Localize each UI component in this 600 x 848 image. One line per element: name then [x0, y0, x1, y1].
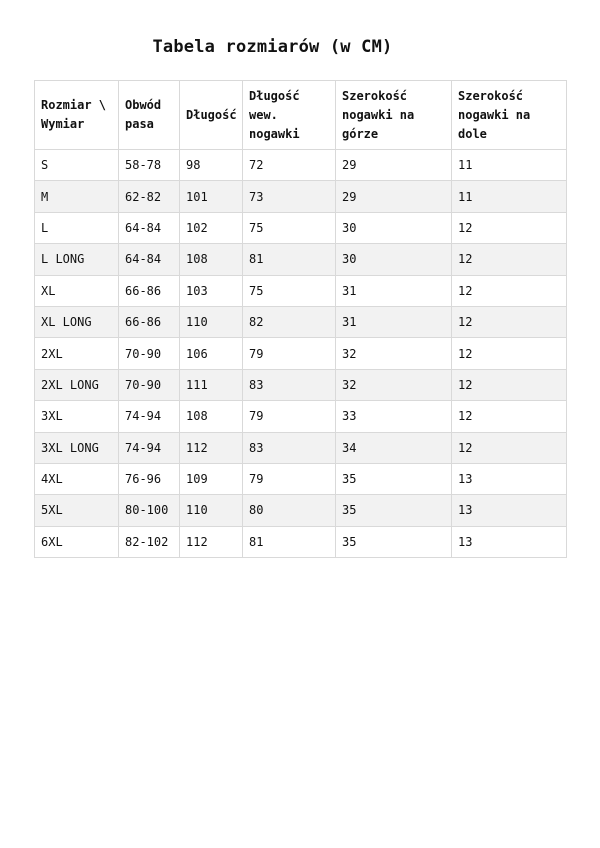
cell-inseam: 83	[243, 432, 336, 463]
header-size-dimension: Rozmiar \ Wymiar	[35, 81, 119, 150]
header-leg-width-top: Szerokość nogawki na górze	[336, 81, 452, 150]
cell-leg-width-top: 35	[336, 495, 452, 526]
cell-leg-width-bottom: 12	[452, 306, 567, 337]
cell-leg-width-top: 32	[336, 369, 452, 400]
cell-leg-width-top: 35	[336, 526, 452, 557]
cell-size: S	[35, 150, 119, 181]
table-row	[35, 275, 567, 306]
cell-leg-width-bottom: 11	[452, 181, 567, 212]
table-row	[35, 181, 567, 212]
cell-length: 108	[180, 401, 243, 432]
header-waist: Obwód pasa	[119, 81, 180, 150]
cell-waist: 76-96	[119, 463, 180, 494]
cell-waist: 80-100	[119, 495, 180, 526]
table-row	[35, 150, 567, 181]
cell-size: XL LONG	[35, 306, 119, 337]
table-row	[35, 212, 567, 243]
cell-size: 6XL	[35, 526, 119, 557]
cell-leg-width-bottom: 13	[452, 495, 567, 526]
cell-leg-width-top: 35	[336, 463, 452, 494]
cell-waist: 58-78	[119, 150, 180, 181]
cell-leg-width-top: 31	[336, 275, 452, 306]
cell-waist: 64-84	[119, 212, 180, 243]
cell-waist: 74-94	[119, 432, 180, 463]
cell-leg-width-bottom: 13	[452, 526, 567, 557]
cell-length: 110	[180, 495, 243, 526]
cell-leg-width-top: 31	[336, 306, 452, 337]
cell-inseam: 79	[243, 463, 336, 494]
cell-size: L LONG	[35, 244, 119, 275]
cell-size: 2XL LONG	[35, 369, 119, 400]
cell-length: 101	[180, 181, 243, 212]
header-length: Długość	[180, 81, 243, 150]
size-table	[34, 80, 567, 558]
cell-size: XL	[35, 275, 119, 306]
cell-length: 110	[180, 306, 243, 337]
table-row	[35, 369, 567, 400]
cell-leg-width-top: 29	[336, 181, 452, 212]
cell-leg-width-bottom: 12	[452, 275, 567, 306]
cell-leg-width-bottom: 12	[452, 369, 567, 400]
cell-size: M	[35, 181, 119, 212]
cell-inseam: 81	[243, 526, 336, 557]
cell-waist: 62-82	[119, 181, 180, 212]
cell-waist: 74-94	[119, 401, 180, 432]
table-row	[35, 338, 567, 369]
cell-inseam: 82	[243, 306, 336, 337]
cell-length: 103	[180, 275, 243, 306]
cell-leg-width-top: 33	[336, 401, 452, 432]
cell-length: 109	[180, 463, 243, 494]
cell-leg-width-top: 29	[336, 150, 452, 181]
cell-leg-width-bottom: 13	[452, 463, 567, 494]
cell-leg-width-bottom: 12	[452, 338, 567, 369]
cell-inseam: 79	[243, 401, 336, 432]
cell-waist: 70-90	[119, 338, 180, 369]
cell-waist: 66-86	[119, 275, 180, 306]
cell-inseam: 79	[243, 338, 336, 369]
cell-length: 108	[180, 244, 243, 275]
page-title: Tabela rozmiarów (w CM)	[152, 37, 393, 57]
cell-inseam: 75	[243, 212, 336, 243]
header-leg-width-bottom: Szerokość nogawki na dole	[452, 81, 567, 150]
cell-length: 98	[180, 150, 243, 181]
cell-length: 112	[180, 526, 243, 557]
table-row	[35, 306, 567, 337]
cell-size: 3XL	[35, 401, 119, 432]
cell-size: L	[35, 212, 119, 243]
cell-length: 112	[180, 432, 243, 463]
table-row	[35, 463, 567, 494]
header-inseam: Długość wew. nogawki	[243, 81, 336, 150]
cell-leg-width-bottom: 12	[452, 244, 567, 275]
cell-leg-width-top: 34	[336, 432, 452, 463]
cell-leg-width-bottom: 12	[452, 401, 567, 432]
cell-waist: 70-90	[119, 369, 180, 400]
cell-inseam: 83	[243, 369, 336, 400]
table-header-row	[35, 81, 567, 150]
cell-length: 102	[180, 212, 243, 243]
cell-size: 4XL	[35, 463, 119, 494]
table-row	[35, 495, 567, 526]
cell-waist: 66-86	[119, 306, 180, 337]
cell-inseam: 75	[243, 275, 336, 306]
cell-leg-width-top: 30	[336, 244, 452, 275]
table-row	[35, 526, 567, 557]
cell-inseam: 80	[243, 495, 336, 526]
cell-leg-width-bottom: 11	[452, 150, 567, 181]
table-row	[35, 401, 567, 432]
cell-waist: 64-84	[119, 244, 180, 275]
cell-leg-width-top: 32	[336, 338, 452, 369]
cell-inseam: 72	[243, 150, 336, 181]
cell-leg-width-top: 30	[336, 212, 452, 243]
table-row	[35, 432, 567, 463]
cell-size: 3XL LONG	[35, 432, 119, 463]
cell-inseam: 81	[243, 244, 336, 275]
cell-length: 106	[180, 338, 243, 369]
cell-size: 5XL	[35, 495, 119, 526]
cell-size: 2XL	[35, 338, 119, 369]
cell-waist: 82-102	[119, 526, 180, 557]
cell-inseam: 73	[243, 181, 336, 212]
cell-leg-width-bottom: 12	[452, 432, 567, 463]
table-row	[35, 244, 567, 275]
cell-leg-width-bottom: 12	[452, 212, 567, 243]
cell-length: 111	[180, 369, 243, 400]
